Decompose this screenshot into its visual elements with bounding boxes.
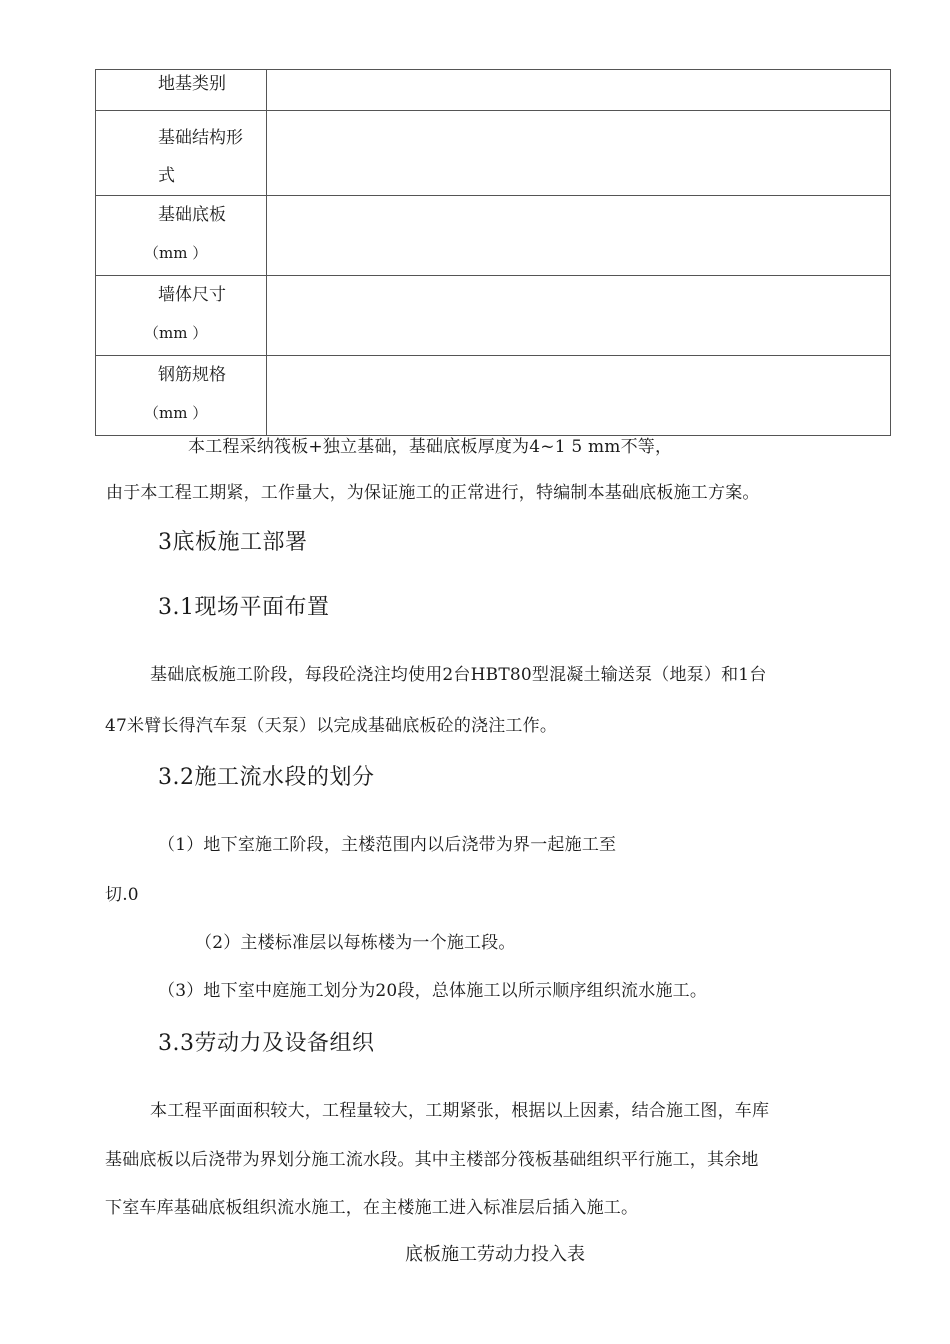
section-3-heading: 3底板施工部署 <box>158 530 308 555</box>
table-label-cell <box>96 196 267 276</box>
table-row <box>96 70 891 111</box>
row-unit: （mm ） <box>144 404 208 422</box>
table-label-cell <box>96 276 267 356</box>
table-row <box>96 111 891 196</box>
section-3-1-heading: 3.1现场平面布置 <box>158 595 330 620</box>
section-3-1-para-line-2: 47米臂长得汽车泵（天泵）以完成基础底板砼的浇注工作。 <box>105 716 558 736</box>
table-label-cell <box>96 70 267 111</box>
intro-line-2: 由于本工程工期紧，工作量大，为保证施工的正常进行，特编制本基础底板施工方案。 <box>106 483 760 503</box>
section-3-2-item-2: （2）主楼标准层以每栋楼为一个施工段。 <box>195 933 516 953</box>
foundation-info-table <box>95 69 891 436</box>
table-caption: 底板施工劳动力投入表 <box>405 1244 585 1265</box>
section-3-3-para-line-3: 下室车库基础底板组织流水施工，在主楼施工进入标准层后插入施工。 <box>105 1198 639 1218</box>
row-label: 地基类别 <box>158 74 226 94</box>
row-label-continued: 式 <box>158 166 175 186</box>
intro-line-1: 本工程采纳筏板+独立基础，基础底板厚度为4~1 5 mm不等， <box>188 437 673 457</box>
table-value-cell <box>267 111 891 196</box>
section-3-1-para-line-1: 基础底板施工阶段，每段砼浇注均使用2台HBT80型混凝土输送泵（地泵）和1台 <box>150 665 767 685</box>
table-value-cell <box>267 70 891 111</box>
section-3-3-heading: 3.3劳动力及设备组织 <box>158 1031 375 1056</box>
table-label-cell <box>96 356 267 436</box>
table-row <box>96 196 891 276</box>
row-label: 墙体尺寸 <box>158 285 226 305</box>
row-label: 钢筋规格 <box>158 365 226 385</box>
section-3-2-item-1-line-1: （1）地下室施工阶段，主楼范围内以后浇带为界一起施工至 <box>158 835 617 855</box>
table-value-cell <box>267 276 891 356</box>
table-label-cell <box>96 111 267 196</box>
section-3-2-heading: 3.2施工流水段的划分 <box>158 765 375 790</box>
row-unit: （mm ） <box>144 244 208 262</box>
section-3-2-item-3: （3）地下室中庭施工划分为20段，总体施工以所示顺序组织流水施工。 <box>158 981 708 1001</box>
table-value-cell <box>267 196 891 276</box>
section-3-3-para-line-2: 基础底板以后浇带为界划分施工流水段。其中主楼部分筏板基础组织平行施工，其余地 <box>105 1150 759 1170</box>
section-3-2-item-1-line-2: 切.0 <box>105 885 139 905</box>
table-row <box>96 276 891 356</box>
row-unit: （mm ） <box>144 324 208 342</box>
row-label: 基础底板 <box>158 205 226 225</box>
table-row <box>96 356 891 436</box>
row-label: 基础结构形 <box>158 128 243 148</box>
table-value-cell <box>267 356 891 436</box>
section-3-3-para-line-1: 本工程平面面积较大，工程量较大，工期紧张，根据以上因素，结合施工图，车库 <box>150 1101 770 1121</box>
